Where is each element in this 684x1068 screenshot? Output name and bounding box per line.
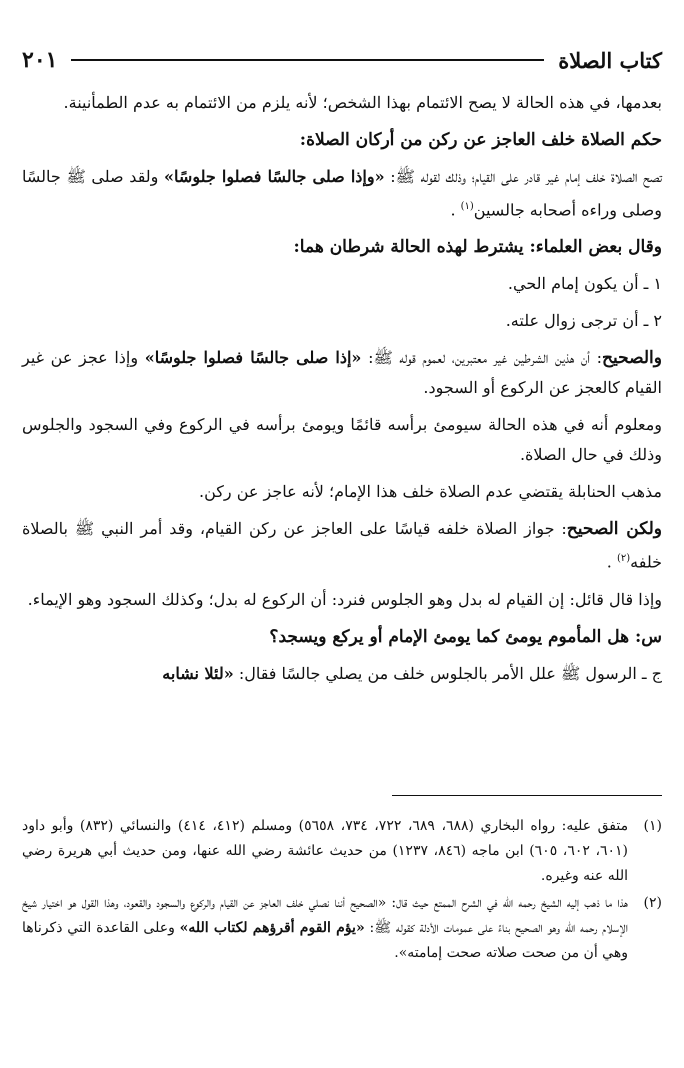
footnote-2-body (22, 891, 628, 966)
paragraph-2-text-b: ولقد صلى ﷺ جالسًا وصلى وراءه أصحابه جالسين (22, 167, 662, 220)
section-heading-1: حكم الصلاة خلف العاجز عن ركن من أركان الصلاة: (299, 130, 662, 150)
footnote-2-number: (٢) (643, 895, 662, 911)
paragraph-3 (22, 343, 662, 403)
paragraph-2-end: . (450, 200, 461, 220)
footnote-1-text: متفق عليه: رواه البخاري (٦٨٨، ٦٨٩، ٧٢٢، ٧٣٤، ٥٦٥٨) ومسلم (٤١٢، ٤١٤) والنسائي (٨٣٢) وأبو داود (٦٠١، ٦٠٢، ٦٠٥) ابن ماجه (٨٤٦، ١٢٣٧) من حديث عائشة رضي الله عنها، ومن حديث أبي هريرة رضي الله عنه وغيره. (22, 818, 629, 884)
paragraph-6-end: . (606, 552, 617, 572)
footnote-ref-1[interactable]: (١) (460, 201, 474, 212)
paragraph-4: ومعلوم أنه في هذه الحالة سيومئ برأسه قائمًا ويومئ برأسه في الركوع وفي السجود والجلوس وذلك في حال الصلاة. (22, 415, 662, 465)
paragraph-3-text-a: : أن هذين الشرطين غير معتبرين، لعموم قوله ﷺ: (361, 348, 603, 368)
footnote-separator (392, 795, 662, 796)
paragraph-6-label: ولكن الصحيح (566, 519, 662, 540)
paragraph-2-text-a: تصح الصلاة خلف إمام غير قادر على القيام؛ وذلك لقوله ﷺ: (384, 167, 663, 186)
answer-text: ج ـ الرسول ﷺ علل الأمر بالجلوس خلف من يصلي جالسًا فقال: (233, 663, 662, 683)
condition-2: ٢ ـ أن ترجى زوال علته. (505, 311, 662, 331)
paragraph-3-label: والصحيح (602, 348, 662, 369)
paragraph-2 (22, 162, 662, 225)
header-rule (71, 59, 544, 61)
answer-quote: «لئلا نشابه (162, 663, 234, 683)
footnote-1-number: (١) (643, 818, 662, 834)
footnote-2 (22, 891, 662, 966)
paragraph-6-text: : جواز الصلاة خلفه قياسًا على العاجز عن ركن القيام، وقد أمر النبي ﷺ بالصلاة خلفه (22, 519, 662, 572)
page-header (22, 44, 662, 76)
paragraph-7: وإذا قال قائل: إن القيام له بدل وهو الجلوس فنرد: أن الركوع له بدل؛ وكذلك السجود وهو الإيماء. (27, 589, 662, 609)
question: س: هل المأموم يومئ كما يومئ الإمام أو يركع ويسجد؟ (269, 626, 662, 647)
paragraph-3-text-b: وإذا عجز عن غير القيام كالعجز عن الركوع أو السجود. (22, 348, 662, 398)
condition-1: ١ ـ أن يكون إمام الحي. (507, 274, 662, 294)
main-text (22, 88, 662, 696)
hadith-quote-2: «إذا صلى جالسًا فصلوا جلوسًا» (144, 348, 362, 368)
footnote-2-text-b: وعلى القاعدة التي ذكرناها وهي أن من صحت صلاته صحت إمامته». (22, 920, 628, 961)
hadith-quote-1: «وإذا صلى جالسًا فصلوا جلوسًا» (164, 167, 385, 186)
footnote-1 (22, 814, 662, 889)
paragraph-6 (22, 514, 662, 577)
answer (22, 659, 662, 689)
footnotes (22, 814, 662, 968)
paragraph-1: بعدمها، في هذه الحالة لا يصح الائتمام بهذا الشخص؛ لأنه يلزم من الائتمام به عدم الطمأنينة. (63, 93, 662, 112)
page-number: ٢٠١ (22, 47, 58, 73)
footnote-ref-2[interactable]: (٢) (616, 553, 631, 565)
footnote-2-text-a: هذا ما ذهب إليه الشيخ رحمه الله في الشرح الممتع حيث قال: «الصحيح أننا نصلي خلف العاجز عن القيام والركوع والسجود والقعود، وهذا القول هو اختيار شيخ الإسلام رحمه الله وهو الصحيح بناءً على عمومات الأدلة كقوله ﷺ: (22, 895, 628, 936)
section-heading-2: وقال بعض العلماء: يشترط لهذه الحالة شرطان هما: (293, 237, 662, 258)
chapter-title: كتاب الصلاة (558, 47, 662, 73)
paragraph-5: مذهب الحنابلة يقتضي عدم الصلاة خلف هذا الإمام؛ لأنه عاجز عن ركن. (199, 482, 662, 502)
footnote-2-quote: «يؤم القوم أقرؤهم لكتاب الله» (179, 920, 365, 936)
